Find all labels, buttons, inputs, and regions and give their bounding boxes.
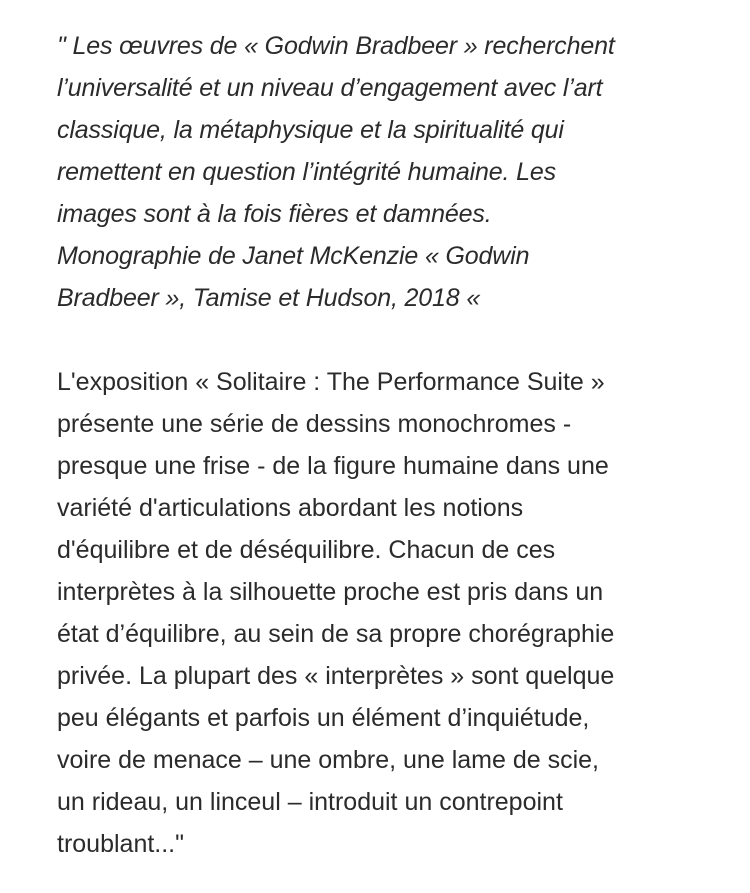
paragraph-line: état d’équilibre, au sein de sa propre chorégraphie: [57, 620, 615, 648]
paragraph-line: presque une frise - de la figure humaine dans une: [57, 452, 609, 480]
quote-line: images sont à la fois fières et damnées.: [57, 200, 492, 228]
paragraph-line: privée. La plupart des « interprètes » sont quelque: [57, 662, 615, 690]
paragraph-line: un rideau, un linceul – introduit un contrepoint: [57, 788, 563, 816]
paragraph-line: peu élégants et parfois un élément d’inquiétude,: [57, 704, 590, 732]
paragraph-line: variété d'articulations abordant les notions: [57, 494, 524, 522]
paragraph-line: L'exposition « Solitaire : The Performance Suite »: [57, 368, 605, 396]
quote-line: Monographie de Janet McKenzie « Godwin: [57, 242, 530, 270]
article-content: [57, 25, 717, 865]
exhibition-description-paragraph: [57, 361, 717, 865]
paragraph-line: troublant...": [57, 830, 185, 858]
quote-line: Bradbeer », Tamise et Hudson, 2018 «: [57, 284, 481, 312]
paragraph-line: d'équilibre et de déséquilibre. Chacun de ces: [57, 536, 556, 564]
quote-line: l’universalité et un niveau d’engagement avec l’art: [57, 74, 603, 102]
quote-line: remettent en question l’intégrité humaine. Les: [57, 158, 556, 186]
quote-line: classique, la métaphysique et la spiritualité qui: [57, 116, 564, 144]
paragraph-line: présente une série de dessins monochromes -: [57, 410, 572, 438]
italic-quote-block: [57, 25, 717, 319]
paragraph-spacer: [57, 319, 717, 361]
quote-line: " Les œuvres de « Godwin Bradbeer » recherchent: [57, 32, 615, 60]
paragraph-line: voire de menace – une ombre, une lame de scie,: [57, 746, 599, 774]
paragraph-line: interprètes à la silhouette proche est pris dans un: [57, 578, 604, 606]
